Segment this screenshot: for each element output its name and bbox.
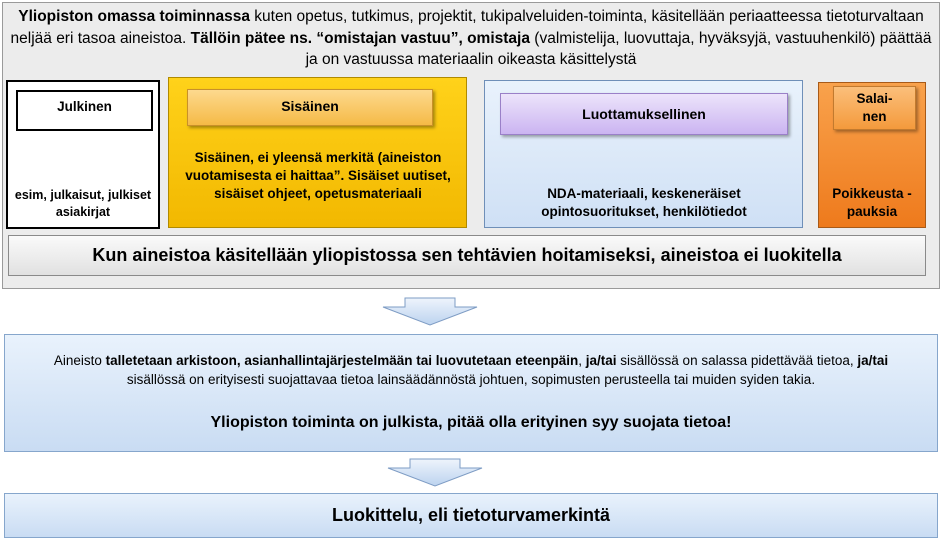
process-text — [30, 352, 912, 389]
process-text-1: Aineisto — [53, 353, 106, 368]
tier-label-secret-line1: Salai- — [856, 91, 893, 106]
process-bold-2: ja/tai — [585, 353, 617, 368]
process-bold-3: ja/tai — [857, 353, 889, 368]
intro-text-2: (valmistelija, luovuttaja, hyväksyjä, vastuuhenkilö) päättää ja on vastuussa materiaalin oikeasta käsittelystä — [305, 29, 932, 68]
tier-desc-confidential: NDA-materiaali, keskeneräiset opintosuoritukset, henkilötiedot — [541, 186, 747, 219]
intro-bold-1: Yliopiston omassa toiminnassa — [18, 8, 250, 25]
tier-desc-internal: Sisäinen, ei yleensä merkitä (aineiston vuotamisesta ei haittaa”. Sisäiset uutiset, sisäiset ohjeet, opetusmateriaali — [185, 150, 451, 201]
tier-label-secret-line2: nen — [862, 109, 887, 124]
intro-bold-2: Tällöin pätee ns. “omistajan vastuu”, omistaja — [190, 29, 530, 47]
process-text-3: sisällössä on salassa pidettävää tietoa, — [616, 353, 858, 368]
process-text-4: sisällössä on erityisesti suojattavaa tietoa lainsäädännöstä johtuen, sopimusten perusteella tai muiden syiden takia. — [126, 371, 816, 387]
process-text-2: , — [578, 353, 586, 368]
intro-text-1: kuten opetus, tutkimus, projektit, tukipalveluiden-toiminta, käsitellään periaatteessa tietoturvaltaan neljää eri tasoa aineistoa. — [10, 8, 924, 47]
classification-box: Luokittelu, eli tietoturvamerkintä — [4, 493, 938, 538]
tier-desc-secret: Poikkeusta -pauksia — [832, 186, 912, 219]
down-arrow-icon — [385, 458, 485, 488]
tier-desc-public: esim, julkaisut, julkiset asiakirjat — [14, 188, 152, 219]
tier-label-internal: Sisäinen — [187, 89, 433, 126]
process-bold-1: talletetaan arkistoon, asianhallintajärjestelmään tai luovutetaan eteenpäin — [105, 353, 579, 368]
no-classification-bar: Kun aineistoa käsitellään yliopistossa sen tehtävien hoitamiseksi, aineistoa ei luokitella — [8, 235, 926, 276]
intro-text — [10, 6, 932, 71]
process-conclusion: Yliopiston toiminta on julkista, pitää olla erityinen syy suojata tietoa! — [210, 414, 732, 431]
down-arrow-icon — [380, 297, 480, 327]
tier-label-public: Julkinen — [16, 90, 153, 131]
tier-label-confidential: Luottamuksellinen — [500, 93, 788, 135]
tier-label-secret — [833, 86, 916, 130]
